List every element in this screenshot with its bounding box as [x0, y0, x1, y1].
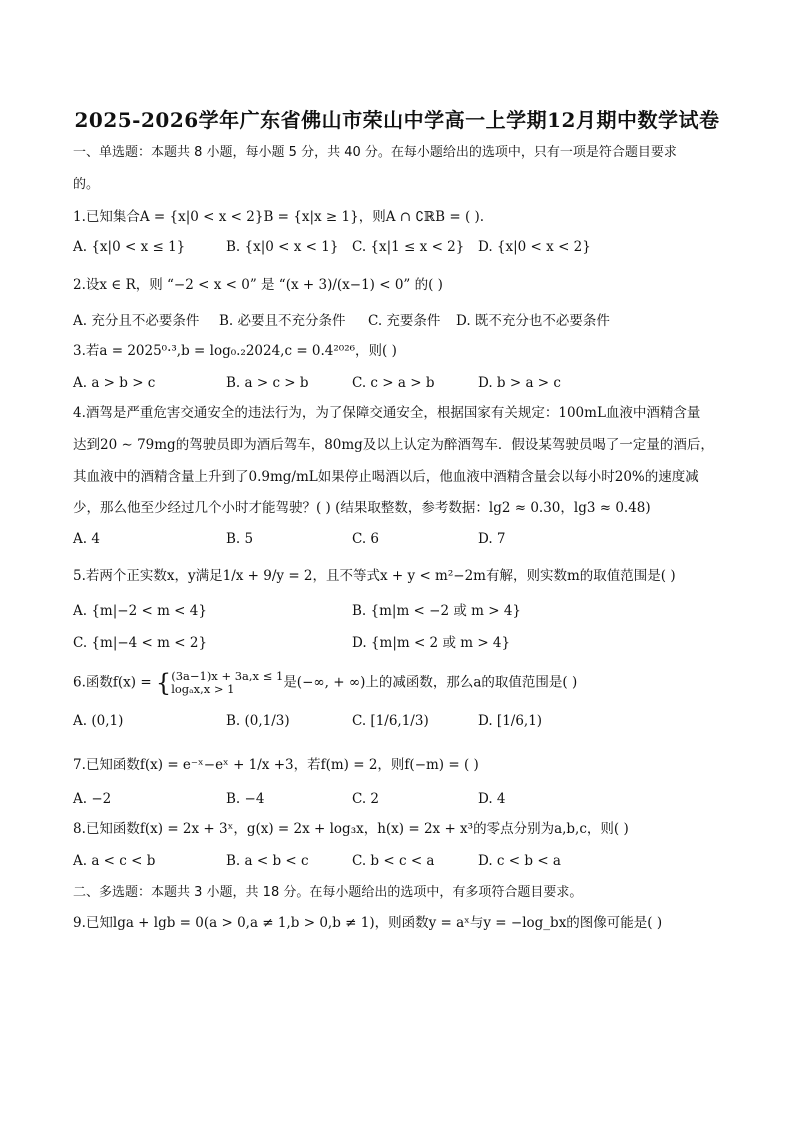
question-1-option-d: D. {x|0 < x < 2}	[478, 239, 591, 255]
section-heading-continuation: 的。	[73, 177, 100, 192]
question-6-option-b: B. (0,1/3)	[226, 713, 290, 729]
question-6-stem-suffix: 是(−∞, + ∞)上的减函数，那么a的取值范围是( )	[283, 674, 578, 691]
question-8-option-b: B. a < b < c	[226, 853, 309, 869]
question-2-stem: 2.设x ∈ R，则 “−2 < x < 0” 是 “(x + 3)/(x−1) < 0” 的( )	[73, 277, 443, 293]
question-4-line-4: 少，那么他至少经过几个小时才能驾驶？( ) (结果取整数，参考数据：lg2 ≈ 0.30，lg3 ≈ 0.48)	[73, 500, 651, 516]
question-2-option-c: C. 充要条件	[368, 313, 441, 329]
question-7-option-a: A. −2	[73, 791, 112, 807]
brace-icon: {	[155, 669, 172, 697]
question-8-stem: 8.已知函数f(x) = 2x + 3ˣ，g(x) = 2x + log₃x，h(x) = 2x + x³的零点分别为a,b,c，则( )	[73, 821, 629, 837]
question-3-option-d: D. b > a > c	[478, 375, 561, 391]
question-5-stem: 5.若两个正实数x，y满足1/x + 9/y = 2，且不等式x + y < m²−2m有解，则实数m的取值范围是( )	[73, 568, 676, 584]
question-9-stem: 9.已知lga + lgb = 0(a > 0,a ≠ 1,b > 0,b ≠ 1)，则函数y = aˣ与y = −log_bx的图像可能是( )	[73, 915, 663, 931]
question-6-stem	[73, 670, 577, 696]
question-6-option-c: C. [1/6,1/3)	[352, 713, 429, 729]
page-title: 2025-2026学年广东省佛山市荣山中学高一上学期12月期中数学试卷	[74, 108, 720, 132]
question-5-option-b: B. {m|m < −2 或 m > 4}	[352, 603, 521, 619]
section-heading-multiple-choice: 二、多选题：本题共 3 小题，共 18 分。在每小题给出的选项中，有多项符合题目要求。	[73, 885, 583, 900]
question-3-option-b: B. a > c > b	[226, 375, 309, 391]
question-3-stem: 3.若a = 2025⁰·³,b = log₀.₂2024,c = 0.4²⁰²⁶，则( )	[73, 343, 397, 359]
question-2-option-d: D. 既不充分也不必要条件	[456, 313, 610, 329]
question-3-option-c: C. c > a > b	[352, 375, 435, 391]
question-4-option-c: C. 6	[352, 531, 380, 547]
question-1-option-b: B. {x|0 < x < 1}	[226, 239, 339, 255]
question-8-option-d: D. c < b < a	[478, 853, 561, 869]
question-6-stem-prefix: 6.函数f(x) =	[73, 674, 156, 691]
question-4-option-b: B. 5	[226, 531, 254, 547]
question-1-option-a: A. {x|0 < x ≤ 1}	[73, 239, 186, 255]
question-4-line-1: 4.酒驾是严重危害交通安全的违法行为，为了保障交通安全，根据国家有关规定：100mL血液中酒精含量	[73, 405, 701, 421]
question-5-option-c: C. {m|−4 < m < 2}	[73, 635, 208, 651]
question-4-line-2: 达到20 ∼ 79mg的驾驶员即为酒后驾车，80mg及以上认定为醉酒驾车．假设某驾驶员喝了一定量的酒后，	[73, 437, 714, 453]
question-7-stem: 7.已知函数f(x) = e⁻ˣ−eˣ + 1/x +3，若f(m) = 2，则f(−m) = ( )	[73, 757, 479, 773]
question-6-option-a: A. (0,1)	[73, 713, 124, 729]
question-2-option-a: A. 充分且不必要条件	[73, 313, 200, 329]
question-6-cases	[171, 670, 283, 696]
question-1-stem: 1.已知集合A = {x|0 < x < 2}B = {x|x ≥ 1}，则A ∩ ∁ℝB = ( ).	[73, 209, 485, 225]
question-4-option-a: A. 4	[73, 531, 100, 547]
section-heading-single-choice: 一、单选题：本题共 8 小题，每小题 5 分，共 40 分。在每小题给出的选项中，只有一项是符合题目要求	[73, 145, 677, 160]
question-8-option-c: C. b < c < a	[352, 853, 435, 869]
question-7-option-b: B. −4	[226, 791, 265, 807]
question-7-option-c: C. 2	[352, 791, 380, 807]
question-8-option-a: A. a < c < b	[73, 853, 156, 869]
question-5-option-d: D. {m|m < 2 或 m > 4}	[352, 635, 511, 651]
question-6-case-2: logₐx,x > 1	[171, 682, 235, 696]
question-2-option-b: B. 必要且不充分条件	[219, 313, 346, 329]
question-6-option-d: D. [1/6,1)	[478, 713, 543, 729]
question-5-option-a: A. {m|−2 < m < 4}	[73, 603, 207, 619]
question-6-case-1: (3a−1)x + 3a,x ≤ 1	[171, 669, 284, 683]
question-1-option-c: C. {x|1 ≤ x < 2}	[352, 239, 465, 255]
question-4-line-3: 其血液中的酒精含量上升到了0.9mg/mL如果停止喝酒以后，他血液中酒精含量会以每小时20%的速度减	[73, 469, 699, 485]
question-7-option-d: D. 4	[478, 791, 506, 807]
question-3-option-a: A. a > b > c	[73, 375, 156, 391]
question-4-option-d: D. 7	[478, 531, 506, 547]
